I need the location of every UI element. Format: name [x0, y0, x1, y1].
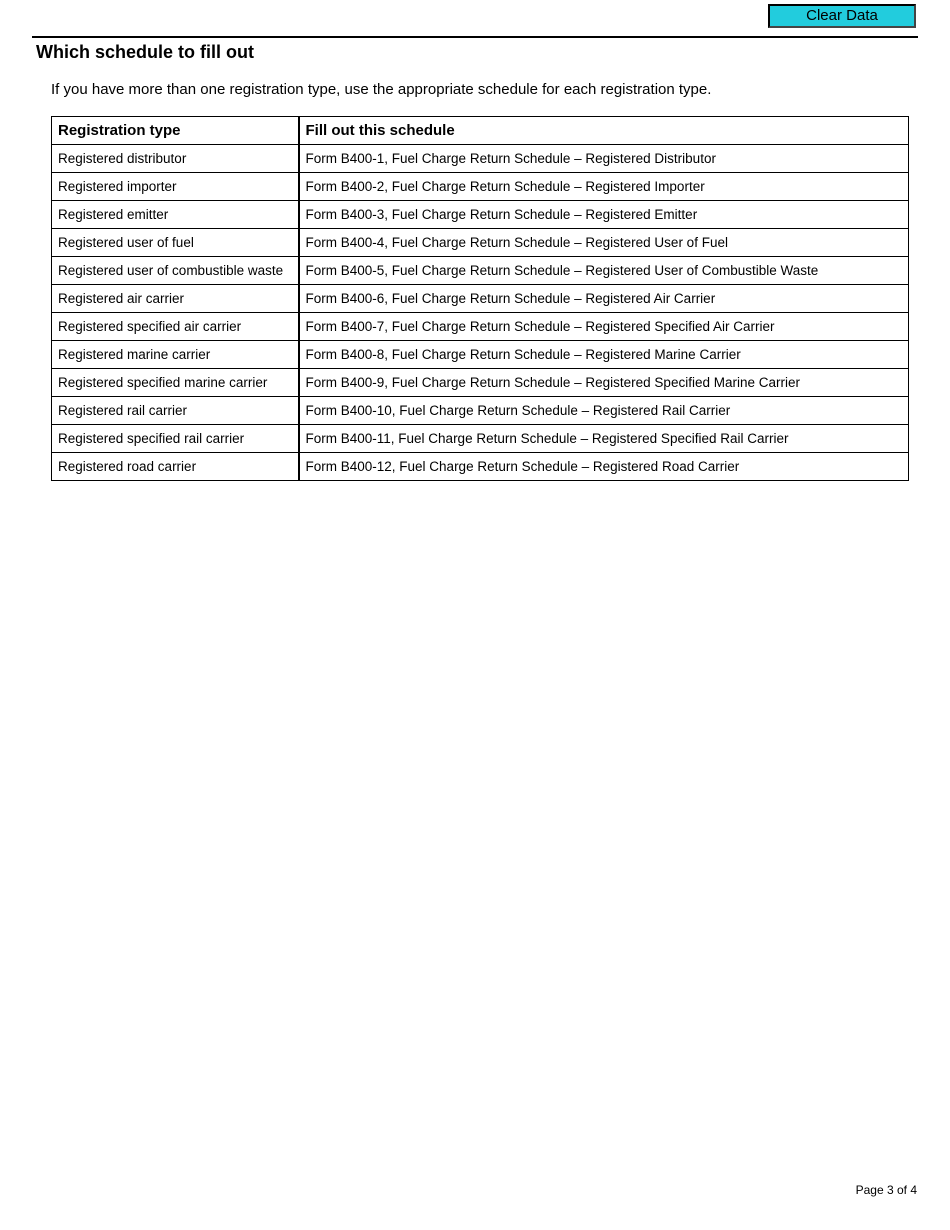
schedule-form-cell: Form B400-3, Fuel Charge Return Schedule – Registered Emitter — [299, 201, 909, 229]
table-row — [52, 453, 909, 481]
table-row — [52, 145, 909, 173]
page-number: Page 3 of 4 — [855, 1183, 917, 1197]
registration-type-cell: Registered road carrier — [52, 453, 299, 481]
schedule-form-cell: Form B400-8, Fuel Charge Return Schedule – Registered Marine Carrier — [299, 341, 909, 369]
registration-type-cell: Registered user of combustible waste — [52, 257, 299, 285]
schedule-form-cell: Form B400-12, Fuel Charge Return Schedule – Registered Road Carrier — [299, 453, 909, 481]
schedule-form-cell: Form B400-11, Fuel Charge Return Schedule – Registered Specified Rail Carrier — [299, 425, 909, 453]
table-row — [52, 257, 909, 285]
schedule-form-cell: Form B400-2, Fuel Charge Return Schedule – Registered Importer — [299, 173, 909, 201]
registration-type-cell: Registered emitter — [52, 201, 299, 229]
schedule-form-cell: Form B400-9, Fuel Charge Return Schedule – Registered Specified Marine Carrier — [299, 369, 909, 397]
schedule-form-cell: Form B400-4, Fuel Charge Return Schedule – Registered User of Fuel — [299, 229, 909, 257]
header-fill-out-schedule: Fill out this schedule — [299, 117, 909, 145]
table-row — [52, 201, 909, 229]
table-row — [52, 397, 909, 425]
registration-type-cell: Registered user of fuel — [52, 229, 299, 257]
header-registration-type: Registration type — [52, 117, 299, 145]
table-row — [52, 313, 909, 341]
section-title: Which schedule to fill out — [36, 42, 254, 62]
table-header-row — [52, 117, 909, 145]
clear-data-button[interactable]: Clear Data — [768, 4, 916, 28]
registration-type-cell: Registered specified rail carrier — [52, 425, 299, 453]
table-row — [52, 369, 909, 397]
table-row — [52, 285, 909, 313]
registration-type-cell: Registered importer — [52, 173, 299, 201]
schedule-form-cell: Form B400-6, Fuel Charge Return Schedule – Registered Air Carrier — [299, 285, 909, 313]
schedule-form-cell: Form B400-1, Fuel Charge Return Schedule – Registered Distributor — [299, 145, 909, 173]
table-row — [52, 341, 909, 369]
schedule-form-cell: Form B400-10, Fuel Charge Return Schedule – Registered Rail Carrier — [299, 397, 909, 425]
table-row — [52, 229, 909, 257]
registration-type-cell: Registered distributor — [52, 145, 299, 173]
schedule-table — [51, 116, 909, 481]
table-row — [52, 173, 909, 201]
schedule-form-cell: Form B400-7, Fuel Charge Return Schedule – Registered Specified Air Carrier — [299, 313, 909, 341]
registration-type-cell: Registered marine carrier — [52, 341, 299, 369]
registration-type-cell: Registered specified air carrier — [52, 313, 299, 341]
registration-type-cell: Registered air carrier — [52, 285, 299, 313]
registration-type-cell: Registered rail carrier — [52, 397, 299, 425]
header-divider — [32, 36, 918, 38]
registration-type-cell: Registered specified marine carrier — [52, 369, 299, 397]
schedule-form-cell: Form B400-5, Fuel Charge Return Schedule – Registered User of Combustible Waste — [299, 257, 909, 285]
intro-text: If you have more than one registration type, use the appropriate schedule for each registration type. — [51, 81, 712, 98]
table-row — [52, 425, 909, 453]
